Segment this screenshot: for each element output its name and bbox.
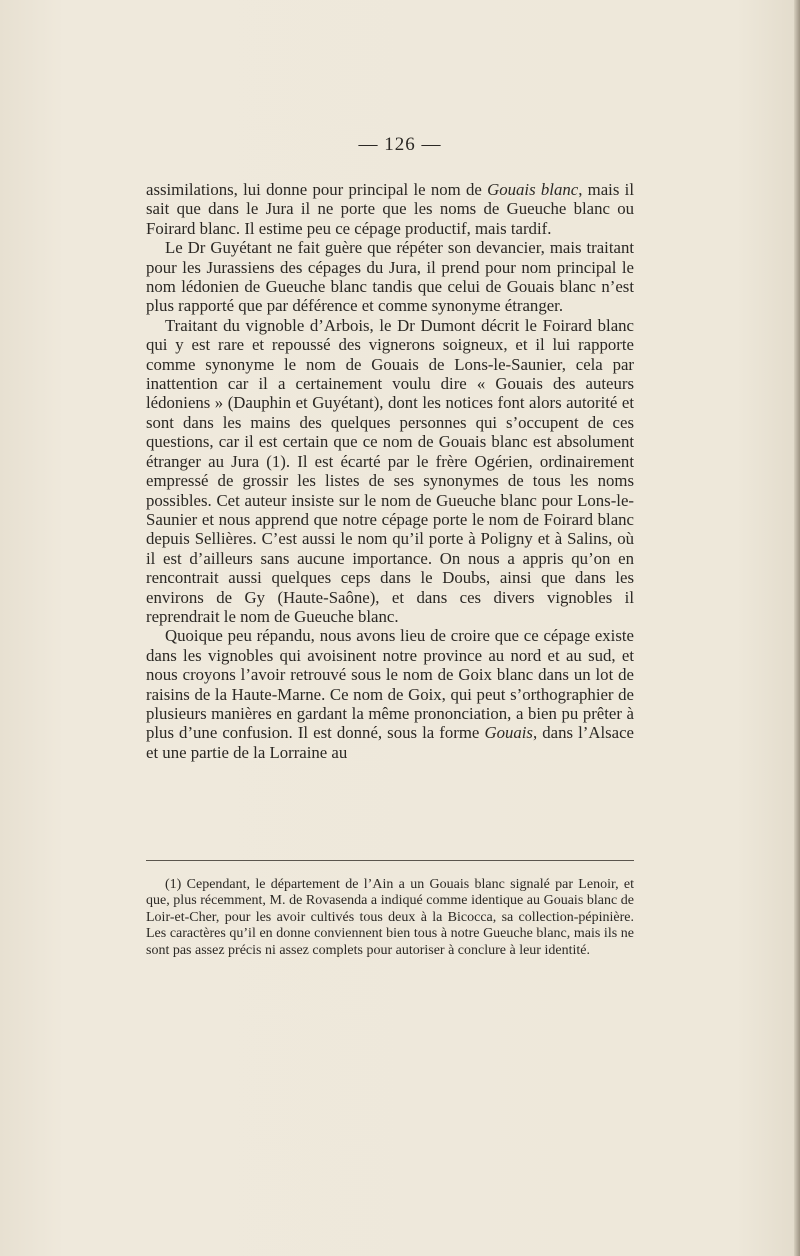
term-gouais-blanc: Gouais blanc [487,180,579,199]
paragraph-4-text-a: Quoique peu répandu, nous avons lieu de croire que ce cépage existe dans les vignobles qui avoisinent notre province au nord et au sud, et nous croyons l’avoir retrouvé sous le nom de Goix blanc dans un lot de raisins de la Haute-Marne. Ce nom de Goix, qui peut s’orthographier de plusieurs manières en gardant la même prononciation, a bien pu prêter à plus d’une confusion. Il est donné, sous la forme [146,626,634,743]
footnote [146,877,634,959]
main-text [146,180,634,762]
paragraph-1-text-b: , mais il sait que dans le Jura il ne porte que les noms de Gueuche blanc ou Foirard blanc. Il estime peu ce cépage productif, mais tardif. [146,180,634,238]
paragraph-2-text: Le Dr Guyétant ne fait guère que répéter son devancier, mais traitant pour les Jurassiens des cépages du Jura, il prend pour nom principal le nom lédonien de Gueuche blanc tandis que celui de Gouais blanc n’est plus rapporté que par déférence et comme synonyme étranger. [146,238,634,316]
paragraph-1-text-a: assimilations, lui donne pour principal le nom de [146,180,488,199]
paragraph-1 [146,180,634,238]
page-number: — 126 — [358,134,442,155]
paragraph-4-text-b: , dans l’Alsace et une partie de la Lorraine au [146,723,634,762]
paragraph-3 [146,316,634,627]
footnote-divider [146,860,634,861]
paragraph-3-text: Traitant du vignoble d’Arbois, le Dr Dumont décrit le Foirard blanc qui y est rare et repoussé des vignerons soigneux, et il lui rapporte comme synonyme le nom de Gouais de Lons-le-Saunier, cela par inattention car il a certainement voulu dire « Gouais des auteurs lédoniens » (Dauphin et Guyétant), dont les notices font alors autorité et sont dans les mains des quelques personnes qui s’occupent de ces questions, car il est certain que ce nom de Gouais blanc est absolument étranger au Jura (1). Il est écarté par le frère Ogérien, ordinairement empressé de grossir les listes de ses synonymes de tous les noms possibles. Cet auteur insiste sur le nom de Gueuche blanc pour Lons-le-Saunier et nous apprend que notre cépage porte le nom de Foirard blanc depuis Sellières. C’est aussi le nom qu’il porte à Poligny et à Salins, où il est d’ailleurs sans aucune importance. On nous a appris qu’on en rencontrait aussi quelques ceps dans le Doubs, ainsi que dans les environs de Gy (Haute-Saône), et dans ces divers vignobles il reprendrait le nom de Gueuche blanc. [146,315,634,626]
term-gouais: Gouais [484,723,533,743]
paragraph-4 [146,626,634,762]
footnote-text: (1) Cependant, le département de l’Ain a un Gouais blanc signalé par Lenoir, et que, plus récemment, M. de Rovasenda a indiqué comme identique au Gouais blanc de Loir-et-Cher, pour les avoir cultivés tous deux à la Bicocca, sa collection-pépinière. Les caractères qu’il en donne conviennent bien tous à notre Gueuche blanc, mais ils ne sont pas assez précis ni assez complets pour autoriser à conclure à leur identité. [146,877,634,958]
page-edge-shadow [794,0,800,1256]
paragraph-2 [146,238,634,316]
